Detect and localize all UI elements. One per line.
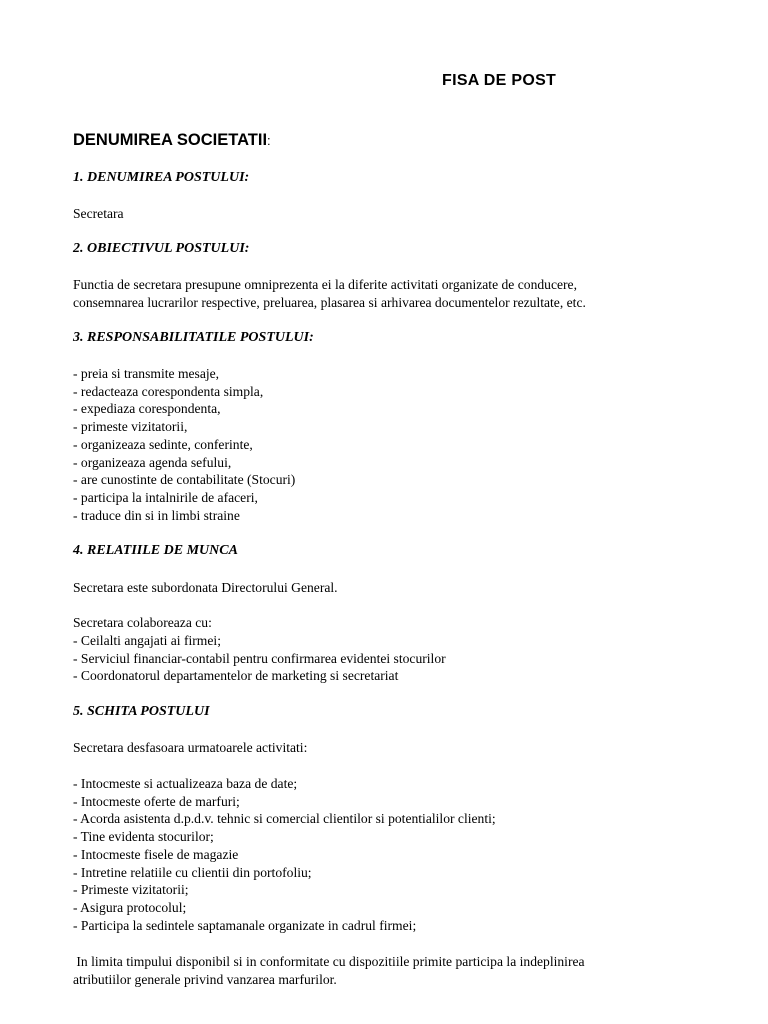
list-item: - preia si transmite mesaje,: [73, 366, 220, 381]
list-item: - Coordonatorul departamentelor de marketing si secretariat: [73, 668, 399, 684]
section-1-text: Secretara: [73, 206, 124, 221]
list-item: - organizeaza sedinte, conferinte,: [73, 436, 253, 452]
list-item: - Primeste vizitatorii;: [73, 882, 189, 898]
list-item: - redacteaza corespondenta simpla,: [73, 383, 264, 399]
list-item: - Acorda asistenta d.p.d.v. tehnic si comercial clientilor si potentialilor clienti;: [73, 811, 496, 827]
list-item: - Tine evidenta stocurilor;: [73, 829, 214, 845]
section-5-heading: 5. SCHITA POSTULUI: [73, 704, 210, 719]
list-item: - Ceilalti angajati ai firmei;: [73, 633, 221, 648]
section-2-heading: 2. OBIECTIVUL POSTULUI:: [73, 241, 250, 256]
responsibilities-list: [73, 365, 295, 524]
subordination-text: Secretara este subordonata Directorului General.: [73, 580, 338, 595]
section-4-heading: 4. RELATIILE DE MUNCA: [73, 543, 238, 558]
collaboration-list: [73, 632, 446, 685]
list-item: - primeste vizitatorii,: [73, 419, 188, 435]
list-item: - expediaza corespondenta,: [73, 401, 221, 417]
list-item: - Participa la sedintele saptamanale organizate in cadrul firmei;: [73, 917, 417, 933]
closing-line-1: In limita timpului disponibil si in conformitate cu dispozitiile primite participa la indeplinirea: [73, 954, 585, 969]
section-1-heading: 1. DENUMIREA POSTULUI:: [73, 170, 250, 185]
collaboration-intro: Secretara colaboreaza cu:: [73, 615, 212, 630]
list-item: - Intretine relatiile cu clientii din portofoliu;: [73, 864, 312, 880]
activities-list: [73, 775, 496, 934]
list-item: - Intocmeste oferte de marfuri;: [73, 793, 240, 809]
section-3-heading: 3. RESPONSABILITATILE POSTULUI:: [73, 330, 314, 345]
list-item: - Intocmeste si actualizeaza baza de date;: [73, 776, 298, 791]
list-item: - Asigura protocolul;: [73, 899, 187, 915]
section-2-line-2: consemnarea lucrarilor respective, preluarea, plasarea si arhivarea documentelor rezultate, etc.: [73, 295, 586, 310]
list-item: - traduce din si in limbi straine: [73, 507, 240, 523]
company-label-colon: :: [267, 133, 271, 148]
closing-line-2: atributiilor generale privind vanzarea marfurilor.: [73, 972, 337, 987]
list-item: - organizeaza agenda sefului,: [73, 454, 232, 470]
document-title: FISA DE POST: [442, 72, 557, 89]
company-label: [73, 131, 271, 150]
company-label-text: DENUMIREA SOCIETATII: [73, 131, 268, 149]
list-item: - participa la intalnirile de afaceri,: [73, 489, 258, 505]
list-item: - Serviciul financiar-contabil pentru confirmarea evidentei stocurilor: [73, 650, 446, 666]
list-item: - Intocmeste fisele de magazie: [73, 846, 239, 862]
list-item: - are cunostinte de contabilitate (Stocuri): [73, 472, 296, 488]
activities-intro: Secretara desfasoara urmatoarele activitati:: [73, 740, 308, 755]
section-2-line-1: Functia de secretara presupune omniprezenta ei la diferite activitati organizate de conducere,: [73, 277, 577, 292]
